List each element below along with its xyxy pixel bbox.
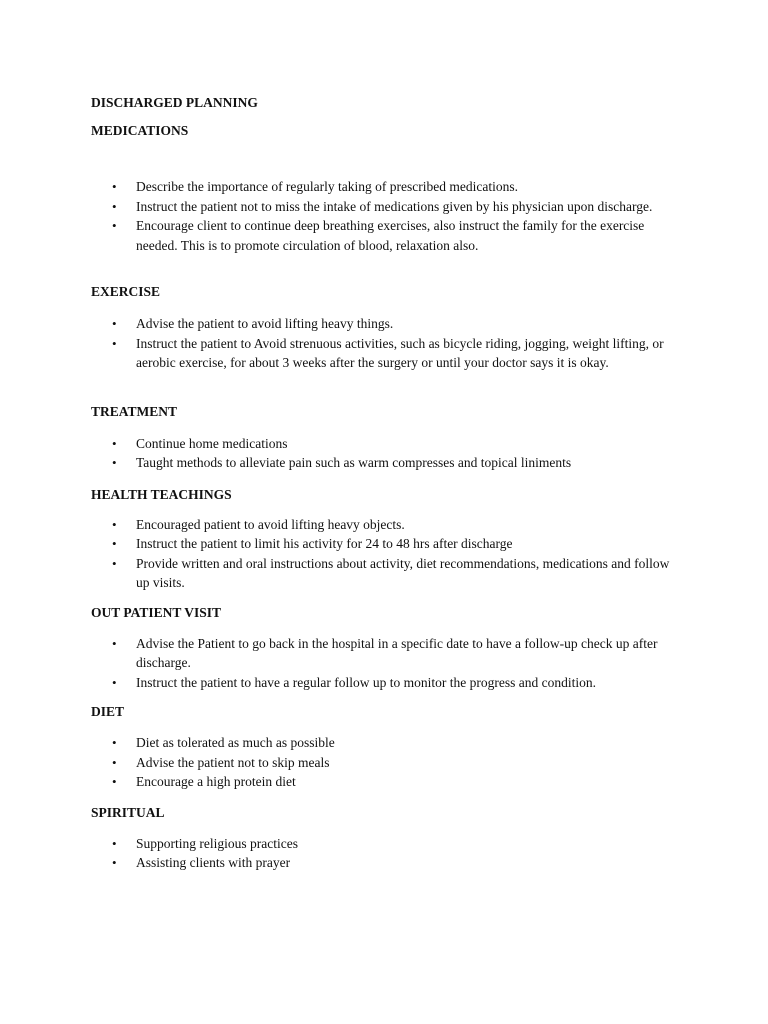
bullet-icon: •: [112, 754, 117, 770]
bullet-icon: •: [112, 855, 117, 870]
list-item: [91, 216, 684, 255]
list-item: [91, 314, 684, 334]
bullet-icon: •: [112, 835, 117, 851]
list-item-text: Encourage client to continue deep breathing exercises, also instruct the family for the exercise needed. This is to promote circulation of blood, relaxation also.: [136, 218, 645, 253]
list-item-text: Advise the patient not to skip meals: [136, 754, 330, 770]
section-exercise: [91, 283, 691, 373]
bullet-icon: •: [112, 536, 117, 551]
list-item-text: Encouraged patient to avoid lifting heavy objects.: [136, 516, 405, 532]
list-item-text: Instruct the patient not to miss the intake of medications given by his physician upon discharge.: [136, 198, 653, 214]
bullet-icon: •: [112, 316, 117, 331]
list-item: [91, 434, 684, 454]
list-item: [91, 772, 684, 792]
bullet-icon: •: [112, 674, 117, 690]
section-spiritual: [91, 804, 691, 873]
bullet-icon: •: [112, 735, 117, 750]
list-item-text: Diet as tolerated as much as possible: [136, 735, 335, 750]
section-heading: SPIRITUAL: [91, 804, 165, 820]
list-item: [91, 515, 684, 535]
list-item: [91, 177, 684, 197]
list-item: [91, 673, 684, 693]
list-item: [91, 334, 684, 373]
list-item: [91, 554, 684, 593]
bullet-list: [91, 314, 691, 373]
bullet-icon: •: [112, 635, 117, 651]
bullet-icon: •: [112, 455, 117, 470]
list-item-text: Supporting religious practices: [136, 835, 298, 851]
bullet-list: [91, 634, 691, 693]
bullet-list: [91, 834, 691, 873]
section-treatment: [91, 403, 691, 473]
section-diet: [91, 703, 691, 792]
section-heading: TREATMENT: [91, 403, 178, 419]
bullet-icon: •: [112, 179, 117, 194]
section-medications: [91, 122, 691, 255]
list-item-text: Instruct the patient to have a regular follow up to monitor the progress and condition.: [136, 674, 597, 690]
bullet-icon: •: [112, 774, 117, 789]
list-item: [91, 853, 684, 873]
list-item: [91, 634, 684, 673]
list-item-text: Describe the importance of regularly taking of prescribed medications.: [136, 179, 518, 194]
section-out-patient-visit: [91, 604, 691, 693]
bullet-icon: •: [112, 198, 117, 214]
list-item-text: Advise the Patient to go back in the hospital in a specific date to have a follow-up check up after discharge.: [136, 635, 658, 670]
list-item-text: Provide written and oral instructions about activity, diet recommendations, medications and follow up visits.: [136, 555, 670, 590]
list-item-text: Advise the patient to avoid lifting heavy things.: [136, 316, 394, 331]
list-item-text: Instruct the patient to limit his activity for 24 to 48 hrs after discharge: [136, 536, 513, 551]
section-health-teachings: [91, 486, 691, 593]
list-item: [91, 733, 684, 753]
bullet-icon: •: [112, 555, 117, 571]
bullet-list: [91, 434, 691, 473]
section-heading: HEALTH TEACHINGS: [91, 486, 232, 502]
list-item-text: Assisting clients with prayer: [136, 855, 291, 870]
list-item-text: Instruct the patient to Avoid strenuous activities, such as bicycle riding, jogging, weight lifting, or aerobic exercise, for about 3 weeks after the surgery or until your doctor says it is okay.: [136, 335, 664, 370]
list-item: [91, 834, 684, 854]
document-body: [91, 94, 691, 873]
bullet-icon: •: [112, 218, 117, 233]
list-item-text: Encourage a high protein diet: [136, 774, 296, 789]
list-item: [91, 453, 684, 473]
section-heading: OUT PATIENT VISIT: [91, 604, 222, 620]
list-item: [91, 534, 684, 554]
section-heading: MEDICATIONS: [91, 123, 189, 138]
bullet-list: [91, 515, 691, 593]
bullet-icon: •: [112, 335, 117, 351]
section-heading: DIET: [91, 704, 125, 719]
list-item-text: Taught methods to alleviate pain such as warm compresses and topical liniments: [136, 455, 572, 470]
bullet-list: [91, 733, 691, 792]
document-title: DISCHARGED PLANNING: [91, 95, 258, 110]
bullet-list: [91, 177, 691, 255]
list-item-text: Continue home medications: [136, 435, 288, 451]
bullet-icon: •: [112, 516, 117, 532]
list-item: [91, 753, 684, 773]
list-item: [91, 197, 684, 217]
bullet-icon: •: [112, 435, 117, 451]
section-heading: EXERCISE: [91, 284, 161, 299]
